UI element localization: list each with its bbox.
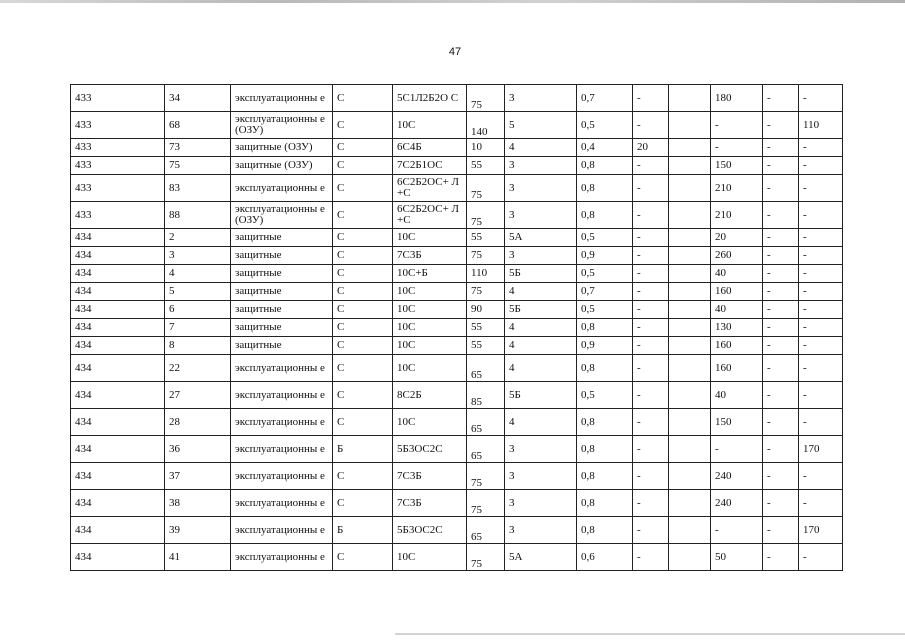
cell-col11: 160 bbox=[711, 283, 763, 301]
cell-col12: - bbox=[763, 382, 799, 409]
cell-col10 bbox=[669, 202, 711, 229]
cell-area: 110 bbox=[467, 265, 505, 283]
cell-composition: 10С+Б bbox=[393, 265, 467, 283]
cell-col11: - bbox=[711, 112, 763, 139]
cell-density: 0,8 bbox=[577, 436, 633, 463]
cell-category: эксплуатационны е (ОЗУ) bbox=[231, 202, 333, 229]
cell-group: Б bbox=[333, 436, 393, 463]
cell-vydel: 3 bbox=[165, 247, 231, 265]
cell-vydel: 39 bbox=[165, 517, 231, 544]
cell-kvartal: 434 bbox=[71, 283, 165, 301]
cell-bonitet: 5Б bbox=[505, 301, 577, 319]
cell-density: 0,5 bbox=[577, 382, 633, 409]
cell-group: С bbox=[333, 202, 393, 229]
cell-density: 0,5 bbox=[577, 265, 633, 283]
cell-col9: - bbox=[633, 319, 669, 337]
cell-col10 bbox=[669, 301, 711, 319]
cell-composition: 7С2Б1ОС bbox=[393, 157, 467, 175]
cell-group: С bbox=[333, 157, 393, 175]
cell-col9: - bbox=[633, 544, 669, 571]
cell-vydel: 75 bbox=[165, 157, 231, 175]
cell-col12: - bbox=[763, 283, 799, 301]
cell-vydel: 27 bbox=[165, 382, 231, 409]
cell-col11: 40 bbox=[711, 382, 763, 409]
scan-edge-bottom bbox=[395, 633, 905, 635]
cell-density: 0,8 bbox=[577, 202, 633, 229]
cell-density: 0,5 bbox=[577, 112, 633, 139]
cell-col12: - bbox=[763, 463, 799, 490]
cell-bonitet: 3 bbox=[505, 490, 577, 517]
cell-bonitet: 4 bbox=[505, 319, 577, 337]
cell-vydel: 2 bbox=[165, 229, 231, 247]
cell-vydel: 28 bbox=[165, 409, 231, 436]
cell-col13: 170 bbox=[799, 436, 843, 463]
cell-bonitet: 3 bbox=[505, 175, 577, 202]
cell-kvartal: 434 bbox=[71, 229, 165, 247]
cell-col13: - bbox=[799, 355, 843, 382]
cell-col9: - bbox=[633, 112, 669, 139]
cell-col12: - bbox=[763, 544, 799, 571]
cell-col11: 50 bbox=[711, 544, 763, 571]
cell-col11: 210 bbox=[711, 175, 763, 202]
cell-col10 bbox=[669, 490, 711, 517]
cell-col12: - bbox=[763, 175, 799, 202]
cell-col10 bbox=[669, 436, 711, 463]
cell-category: защитные bbox=[231, 229, 333, 247]
cell-kvartal: 434 bbox=[71, 544, 165, 571]
cell-col12: - bbox=[763, 355, 799, 382]
cell-col10 bbox=[669, 355, 711, 382]
cell-vydel: 4 bbox=[165, 265, 231, 283]
cell-bonitet: 5Б bbox=[505, 382, 577, 409]
cell-composition: 10С bbox=[393, 544, 467, 571]
cell-density: 0,9 bbox=[577, 247, 633, 265]
cell-col12: - bbox=[763, 490, 799, 517]
cell-col9: - bbox=[633, 202, 669, 229]
cell-col12: - bbox=[763, 139, 799, 157]
table-row bbox=[71, 301, 843, 319]
cell-kvartal: 434 bbox=[71, 490, 165, 517]
cell-vydel: 41 bbox=[165, 544, 231, 571]
cell-bonitet: 5А bbox=[505, 544, 577, 571]
table-row bbox=[71, 409, 843, 436]
cell-vydel: 68 bbox=[165, 112, 231, 139]
cell-density: 0,7 bbox=[577, 283, 633, 301]
cell-group: С bbox=[333, 247, 393, 265]
cell-col10 bbox=[669, 319, 711, 337]
cell-bonitet: 4 bbox=[505, 283, 577, 301]
cell-col12: - bbox=[763, 319, 799, 337]
table-row bbox=[71, 319, 843, 337]
cell-category: эксплуатационны е bbox=[231, 517, 333, 544]
cell-kvartal: 434 bbox=[71, 355, 165, 382]
cell-composition: 10С bbox=[393, 409, 467, 436]
cell-col13: - bbox=[799, 301, 843, 319]
cell-density: 0,8 bbox=[577, 175, 633, 202]
cell-kvartal: 433 bbox=[71, 85, 165, 112]
cell-area: 75 bbox=[467, 85, 505, 112]
cell-col12: - bbox=[763, 436, 799, 463]
cell-density: 0,8 bbox=[577, 319, 633, 337]
cell-col12: - bbox=[763, 337, 799, 355]
cell-density: 0,5 bbox=[577, 229, 633, 247]
cell-category: защитные bbox=[231, 337, 333, 355]
cell-col11: - bbox=[711, 517, 763, 544]
table-row bbox=[71, 265, 843, 283]
cell-group: С bbox=[333, 229, 393, 247]
cell-col13: - bbox=[799, 139, 843, 157]
cell-group: С bbox=[333, 463, 393, 490]
cell-category: эксплуатационны е bbox=[231, 490, 333, 517]
cell-col11: 240 bbox=[711, 490, 763, 517]
cell-area: 65 bbox=[467, 355, 505, 382]
cell-group: С bbox=[333, 139, 393, 157]
cell-col11: 20 bbox=[711, 229, 763, 247]
cell-col9: - bbox=[633, 517, 669, 544]
cell-col11: 40 bbox=[711, 265, 763, 283]
cell-vydel: 5 bbox=[165, 283, 231, 301]
cell-col13: 170 bbox=[799, 517, 843, 544]
cell-col10 bbox=[669, 544, 711, 571]
cell-col9: - bbox=[633, 436, 669, 463]
cell-area: 75 bbox=[467, 175, 505, 202]
cell-col10 bbox=[669, 283, 711, 301]
cell-category: защитные bbox=[231, 301, 333, 319]
cell-vydel: 73 bbox=[165, 139, 231, 157]
cell-col12: - bbox=[763, 247, 799, 265]
cell-col13: - bbox=[799, 175, 843, 202]
cell-bonitet: 4 bbox=[505, 337, 577, 355]
cell-group: С bbox=[333, 85, 393, 112]
cell-area: 55 bbox=[467, 157, 505, 175]
cell-bonitet: 3 bbox=[505, 463, 577, 490]
cell-col9: - bbox=[633, 229, 669, 247]
cell-composition: 5С1Л2Б2О С bbox=[393, 85, 467, 112]
cell-area: 75 bbox=[467, 544, 505, 571]
cell-category: эксплуатационны е (ОЗУ) bbox=[231, 112, 333, 139]
cell-vydel: 88 bbox=[165, 202, 231, 229]
cell-col10 bbox=[669, 382, 711, 409]
cell-vydel: 8 bbox=[165, 337, 231, 355]
cell-area: 65 bbox=[467, 436, 505, 463]
cell-vydel: 83 bbox=[165, 175, 231, 202]
cell-vydel: 36 bbox=[165, 436, 231, 463]
cell-col9: - bbox=[633, 409, 669, 436]
cell-density: 0,4 bbox=[577, 139, 633, 157]
cell-col10 bbox=[669, 409, 711, 436]
cell-composition: 6С2Б2ОС+ Л+С bbox=[393, 175, 467, 202]
table-row bbox=[71, 517, 843, 544]
cell-group: С bbox=[333, 283, 393, 301]
cell-composition: 6С2Б2ОС+ Л+С bbox=[393, 202, 467, 229]
cell-col11: - bbox=[711, 436, 763, 463]
cell-vydel: 6 bbox=[165, 301, 231, 319]
cell-category: эксплуатационны е bbox=[231, 409, 333, 436]
cell-area: 140 bbox=[467, 112, 505, 139]
cell-composition: 5Б3ОС2С bbox=[393, 517, 467, 544]
cell-composition: 7С3Б bbox=[393, 247, 467, 265]
cell-density: 0,8 bbox=[577, 463, 633, 490]
cell-density: 0,8 bbox=[577, 517, 633, 544]
cell-group: С bbox=[333, 265, 393, 283]
cell-col9: - bbox=[633, 85, 669, 112]
cell-kvartal: 434 bbox=[71, 265, 165, 283]
cell-col13: - bbox=[799, 157, 843, 175]
cell-col13: - bbox=[799, 337, 843, 355]
table-row bbox=[71, 463, 843, 490]
cell-group: С bbox=[333, 355, 393, 382]
cell-kvartal: 434 bbox=[71, 301, 165, 319]
cell-composition: 7С3Б bbox=[393, 463, 467, 490]
cell-bonitet: 3 bbox=[505, 85, 577, 112]
cell-area: 75 bbox=[467, 463, 505, 490]
cell-kvartal: 433 bbox=[71, 175, 165, 202]
cell-bonitet: 3 bbox=[505, 247, 577, 265]
cell-col12: - bbox=[763, 202, 799, 229]
cell-col11: 150 bbox=[711, 409, 763, 436]
cell-col11: 150 bbox=[711, 157, 763, 175]
cell-col13: - bbox=[799, 247, 843, 265]
cell-col10 bbox=[669, 175, 711, 202]
cell-category: эксплуатационны е bbox=[231, 175, 333, 202]
cell-area: 85 bbox=[467, 382, 505, 409]
cell-col12: - bbox=[763, 229, 799, 247]
cell-kvartal: 434 bbox=[71, 409, 165, 436]
cell-col9: 20 bbox=[633, 139, 669, 157]
cell-col10 bbox=[669, 337, 711, 355]
cell-col13: - bbox=[799, 382, 843, 409]
cell-category: эксплуатационны е bbox=[231, 85, 333, 112]
table-row bbox=[71, 112, 843, 139]
cell-composition: 10С bbox=[393, 355, 467, 382]
cell-group: С bbox=[333, 319, 393, 337]
cell-composition: 10С bbox=[393, 301, 467, 319]
cell-col10 bbox=[669, 157, 711, 175]
table-row bbox=[71, 157, 843, 175]
cell-col11: 160 bbox=[711, 355, 763, 382]
cell-category: эксплуатационны е bbox=[231, 544, 333, 571]
cell-group: Б bbox=[333, 517, 393, 544]
cell-col13: - bbox=[799, 265, 843, 283]
cell-composition: 8С2Б bbox=[393, 382, 467, 409]
cell-kvartal: 433 bbox=[71, 157, 165, 175]
cell-group: С bbox=[333, 175, 393, 202]
cell-col13: - bbox=[799, 283, 843, 301]
cell-category: защитные (ОЗУ) bbox=[231, 139, 333, 157]
cell-group: С bbox=[333, 301, 393, 319]
cell-category: защитные bbox=[231, 283, 333, 301]
table-row bbox=[71, 544, 843, 571]
cell-col12: - bbox=[763, 409, 799, 436]
cell-vydel: 37 bbox=[165, 463, 231, 490]
cell-col13: - bbox=[799, 229, 843, 247]
table-row bbox=[71, 436, 843, 463]
cell-bonitet: 5 bbox=[505, 112, 577, 139]
forest-inventory-table bbox=[70, 84, 843, 571]
cell-category: эксплуатационны е bbox=[231, 355, 333, 382]
cell-density: 0,7 bbox=[577, 85, 633, 112]
cell-category: защитные bbox=[231, 247, 333, 265]
cell-col10 bbox=[669, 85, 711, 112]
cell-col11: 210 bbox=[711, 202, 763, 229]
cell-col13: - bbox=[799, 409, 843, 436]
cell-group: С bbox=[333, 112, 393, 139]
cell-group: С bbox=[333, 382, 393, 409]
cell-col9: - bbox=[633, 265, 669, 283]
cell-bonitet: 5Б bbox=[505, 265, 577, 283]
table-row bbox=[71, 490, 843, 517]
table-row bbox=[71, 139, 843, 157]
cell-category: эксплуатационны е bbox=[231, 463, 333, 490]
cell-area: 10 bbox=[467, 139, 505, 157]
cell-col9: - bbox=[633, 355, 669, 382]
cell-bonitet: 3 bbox=[505, 436, 577, 463]
table-row bbox=[71, 175, 843, 202]
cell-category: эксплуатационны е bbox=[231, 382, 333, 409]
cell-composition: 10С bbox=[393, 337, 467, 355]
cell-col12: - bbox=[763, 265, 799, 283]
cell-area: 65 bbox=[467, 517, 505, 544]
cell-col13: - bbox=[799, 85, 843, 112]
cell-col9: - bbox=[633, 382, 669, 409]
cell-density: 0,8 bbox=[577, 409, 633, 436]
cell-bonitet: 5А bbox=[505, 229, 577, 247]
cell-col10 bbox=[669, 265, 711, 283]
cell-col9: - bbox=[633, 463, 669, 490]
cell-col9: - bbox=[633, 283, 669, 301]
cell-col13: - bbox=[799, 319, 843, 337]
cell-group: С bbox=[333, 337, 393, 355]
cell-col9: - bbox=[633, 301, 669, 319]
cell-group: С bbox=[333, 490, 393, 517]
cell-kvartal: 434 bbox=[71, 463, 165, 490]
cell-vydel: 7 bbox=[165, 319, 231, 337]
cell-composition: 10С bbox=[393, 283, 467, 301]
cell-kvartal: 434 bbox=[71, 436, 165, 463]
cell-group: С bbox=[333, 544, 393, 571]
table-body bbox=[71, 85, 843, 571]
cell-bonitet: 3 bbox=[505, 517, 577, 544]
cell-category: защитные bbox=[231, 319, 333, 337]
cell-col12: - bbox=[763, 112, 799, 139]
cell-bonitet: 4 bbox=[505, 355, 577, 382]
cell-composition: 10С bbox=[393, 229, 467, 247]
cell-kvartal: 433 bbox=[71, 112, 165, 139]
cell-composition: 6С4Б bbox=[393, 139, 467, 157]
cell-group: С bbox=[333, 409, 393, 436]
cell-kvartal: 434 bbox=[71, 517, 165, 544]
cell-col9: - bbox=[633, 157, 669, 175]
cell-col10 bbox=[669, 463, 711, 490]
cell-col12: - bbox=[763, 85, 799, 112]
table-row bbox=[71, 382, 843, 409]
cell-bonitet: 3 bbox=[505, 157, 577, 175]
cell-kvartal: 433 bbox=[71, 202, 165, 229]
cell-category: защитные (ОЗУ) bbox=[231, 157, 333, 175]
cell-col11: 130 bbox=[711, 319, 763, 337]
cell-bonitet: 3 bbox=[505, 202, 577, 229]
table-row bbox=[71, 337, 843, 355]
cell-area: 65 bbox=[467, 409, 505, 436]
cell-category: защитные bbox=[231, 265, 333, 283]
table-row bbox=[71, 355, 843, 382]
cell-density: 0,6 bbox=[577, 544, 633, 571]
cell-area: 55 bbox=[467, 319, 505, 337]
cell-col9: - bbox=[633, 247, 669, 265]
cell-col9: - bbox=[633, 337, 669, 355]
cell-kvartal: 433 bbox=[71, 139, 165, 157]
cell-composition: 5Б3ОС2С bbox=[393, 436, 467, 463]
cell-col13: - bbox=[799, 490, 843, 517]
cell-col11: - bbox=[711, 139, 763, 157]
cell-vydel: 22 bbox=[165, 355, 231, 382]
cell-vydel: 34 bbox=[165, 85, 231, 112]
cell-composition: 10С bbox=[393, 112, 467, 139]
table-row bbox=[71, 85, 843, 112]
cell-col11: 160 bbox=[711, 337, 763, 355]
cell-density: 0,8 bbox=[577, 157, 633, 175]
cell-composition: 7С3Б bbox=[393, 490, 467, 517]
page-number: 47 bbox=[448, 46, 462, 58]
cell-vydel: 38 bbox=[165, 490, 231, 517]
cell-area: 75 bbox=[467, 247, 505, 265]
cell-area: 75 bbox=[467, 283, 505, 301]
cell-area: 55 bbox=[467, 229, 505, 247]
cell-density: 0,8 bbox=[577, 355, 633, 382]
cell-col10 bbox=[669, 247, 711, 265]
cell-col13: - bbox=[799, 544, 843, 571]
cell-kvartal: 434 bbox=[71, 337, 165, 355]
cell-col10 bbox=[669, 139, 711, 157]
cell-col9: - bbox=[633, 490, 669, 517]
cell-kvartal: 434 bbox=[71, 382, 165, 409]
cell-composition: 10С bbox=[393, 319, 467, 337]
cell-category: эксплуатационны е bbox=[231, 436, 333, 463]
cell-col12: - bbox=[763, 517, 799, 544]
cell-bonitet: 4 bbox=[505, 409, 577, 436]
cell-col13: - bbox=[799, 202, 843, 229]
cell-col12: - bbox=[763, 301, 799, 319]
cell-col10 bbox=[669, 517, 711, 544]
cell-col10 bbox=[669, 112, 711, 139]
cell-kvartal: 434 bbox=[71, 319, 165, 337]
cell-col11: 180 bbox=[711, 85, 763, 112]
table-row bbox=[71, 247, 843, 265]
cell-col9: - bbox=[633, 175, 669, 202]
cell-col11: 240 bbox=[711, 463, 763, 490]
cell-col11: 40 bbox=[711, 301, 763, 319]
cell-kvartal: 434 bbox=[71, 247, 165, 265]
cell-density: 0,8 bbox=[577, 490, 633, 517]
cell-col10 bbox=[669, 229, 711, 247]
cell-col11: 260 bbox=[711, 247, 763, 265]
cell-col13: - bbox=[799, 463, 843, 490]
cell-col13: 110 bbox=[799, 112, 843, 139]
table-row bbox=[71, 229, 843, 247]
cell-density: 0,9 bbox=[577, 337, 633, 355]
scan-edge-top bbox=[0, 0, 905, 3]
cell-area: 75 bbox=[467, 202, 505, 229]
cell-bonitet: 4 bbox=[505, 139, 577, 157]
cell-area: 90 bbox=[467, 301, 505, 319]
table-row bbox=[71, 202, 843, 229]
table-row bbox=[71, 283, 843, 301]
cell-col12: - bbox=[763, 157, 799, 175]
cell-density: 0,5 bbox=[577, 301, 633, 319]
cell-area: 55 bbox=[467, 337, 505, 355]
cell-area: 75 bbox=[467, 490, 505, 517]
